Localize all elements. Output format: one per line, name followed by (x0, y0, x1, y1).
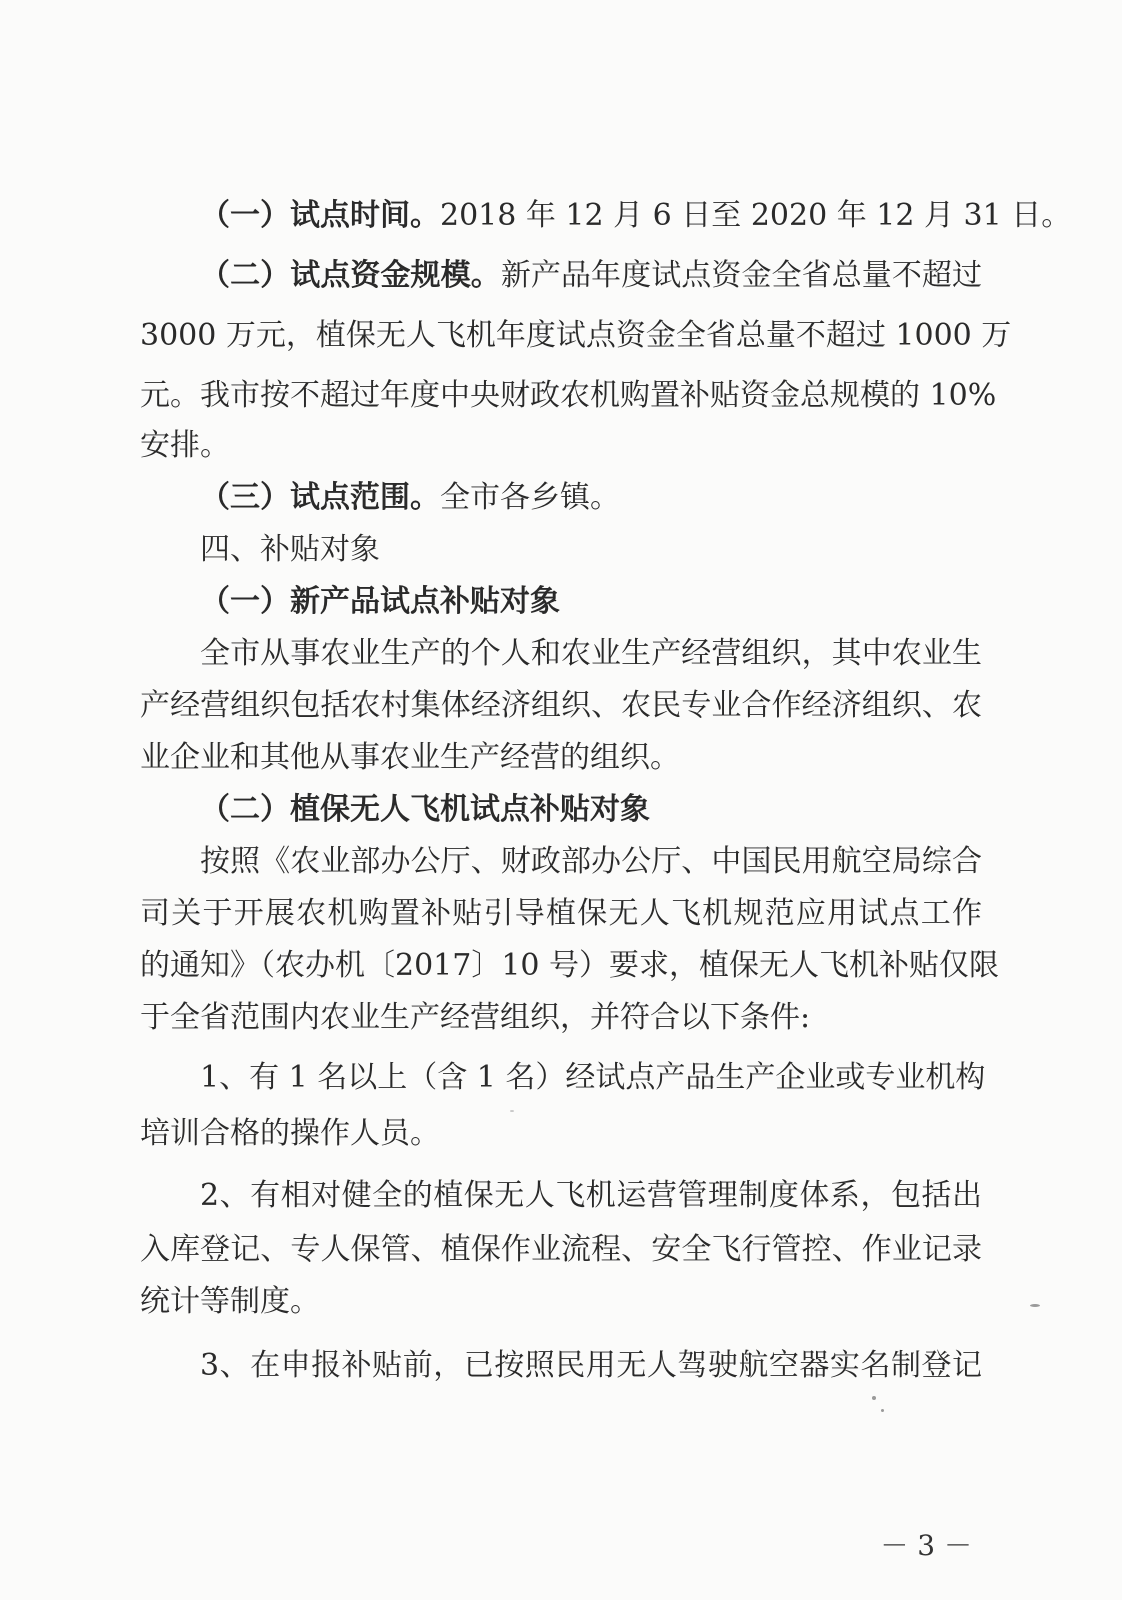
subheading-new-product: （一）新产品试点补贴对象 (200, 584, 560, 619)
heading-pilot-time: （一）试点时间。 (200, 198, 440, 233)
paragraph-line: 业企业和其他从事农业生产经营的组织。 (140, 740, 680, 775)
list-item: 2、有相对健全的植保无人飞机运营管理制度体系，包括出 (200, 1178, 982, 1213)
paragraph-line: 全市从事农业生产的个人和农业生产经营组织，其中农业生 (200, 636, 982, 671)
paragraph-line: 的通知》（农办机〔2017〕10 号）要求，植保无人飞机补贴仅限 (140, 948, 1000, 983)
section-pilot-time (200, 196, 1072, 236)
paragraph-line: 培训合格的操作人员。 (140, 1116, 440, 1151)
text-pilot-time: 2018 年 12 月 6 日至 2020 年 12 月 31 日。 (440, 198, 1072, 233)
paragraph-line: 按照《农业部办公厅、财政部办公厅、中国民用航空局综合 (200, 844, 982, 879)
list-item: 1、有 1 名以上（含 1 名）经试点产品生产企业或专业机构 (200, 1060, 986, 1095)
paragraph-line: 入库登记、专人保管、植保作业流程、安全飞行管控、作业记录 (140, 1232, 982, 1267)
scan-speck (881, 1409, 884, 1412)
subheading-drone: （二）植保无人飞机试点补贴对象 (200, 792, 650, 827)
scan-speck (510, 1110, 514, 1112)
paragraph-line: 产经营组织包括农村集体经济组织、农民专业合作经济组织、农 (140, 688, 982, 723)
paragraph-line: 3000 万元，植保无人飞机年度试点资金全省总量不超过 1000 万 (140, 318, 1012, 353)
paragraph-line: 统计等制度。 (140, 1284, 320, 1319)
text-fund-scale: 新产品年度试点资金全省总量不超过 (500, 258, 983, 293)
text-pilot-scope: 全市各乡镇。 (440, 480, 620, 515)
section-fund-scale (200, 256, 982, 296)
list-item: 3、在申报补贴前，已按照民用无人驾驶航空器实名制登记 (200, 1348, 982, 1383)
section-pilot-scope (200, 478, 982, 518)
paragraph-line: 司关于开展农机购置补贴引导植保无人飞机规范应用试点工作 (140, 896, 982, 931)
chapter-heading: 四、补贴对象 (200, 532, 380, 567)
paragraph-line: 元。我市按不超过年度中央财政农机购置补贴资金总规模的 10% (140, 378, 997, 413)
heading-pilot-scope: （三）试点范围。 (200, 480, 440, 515)
scan-speck (872, 1396, 876, 1400)
paragraph-line: 于全省范围内农业生产经营组织，并符合以下条件: (140, 1000, 811, 1035)
heading-fund-scale: （二）试点资金规模。 (200, 258, 501, 293)
scan-speck (1030, 1304, 1040, 1307)
page-number: － 3 － (880, 1529, 972, 1562)
paragraph-line: 安排。 (140, 428, 230, 463)
